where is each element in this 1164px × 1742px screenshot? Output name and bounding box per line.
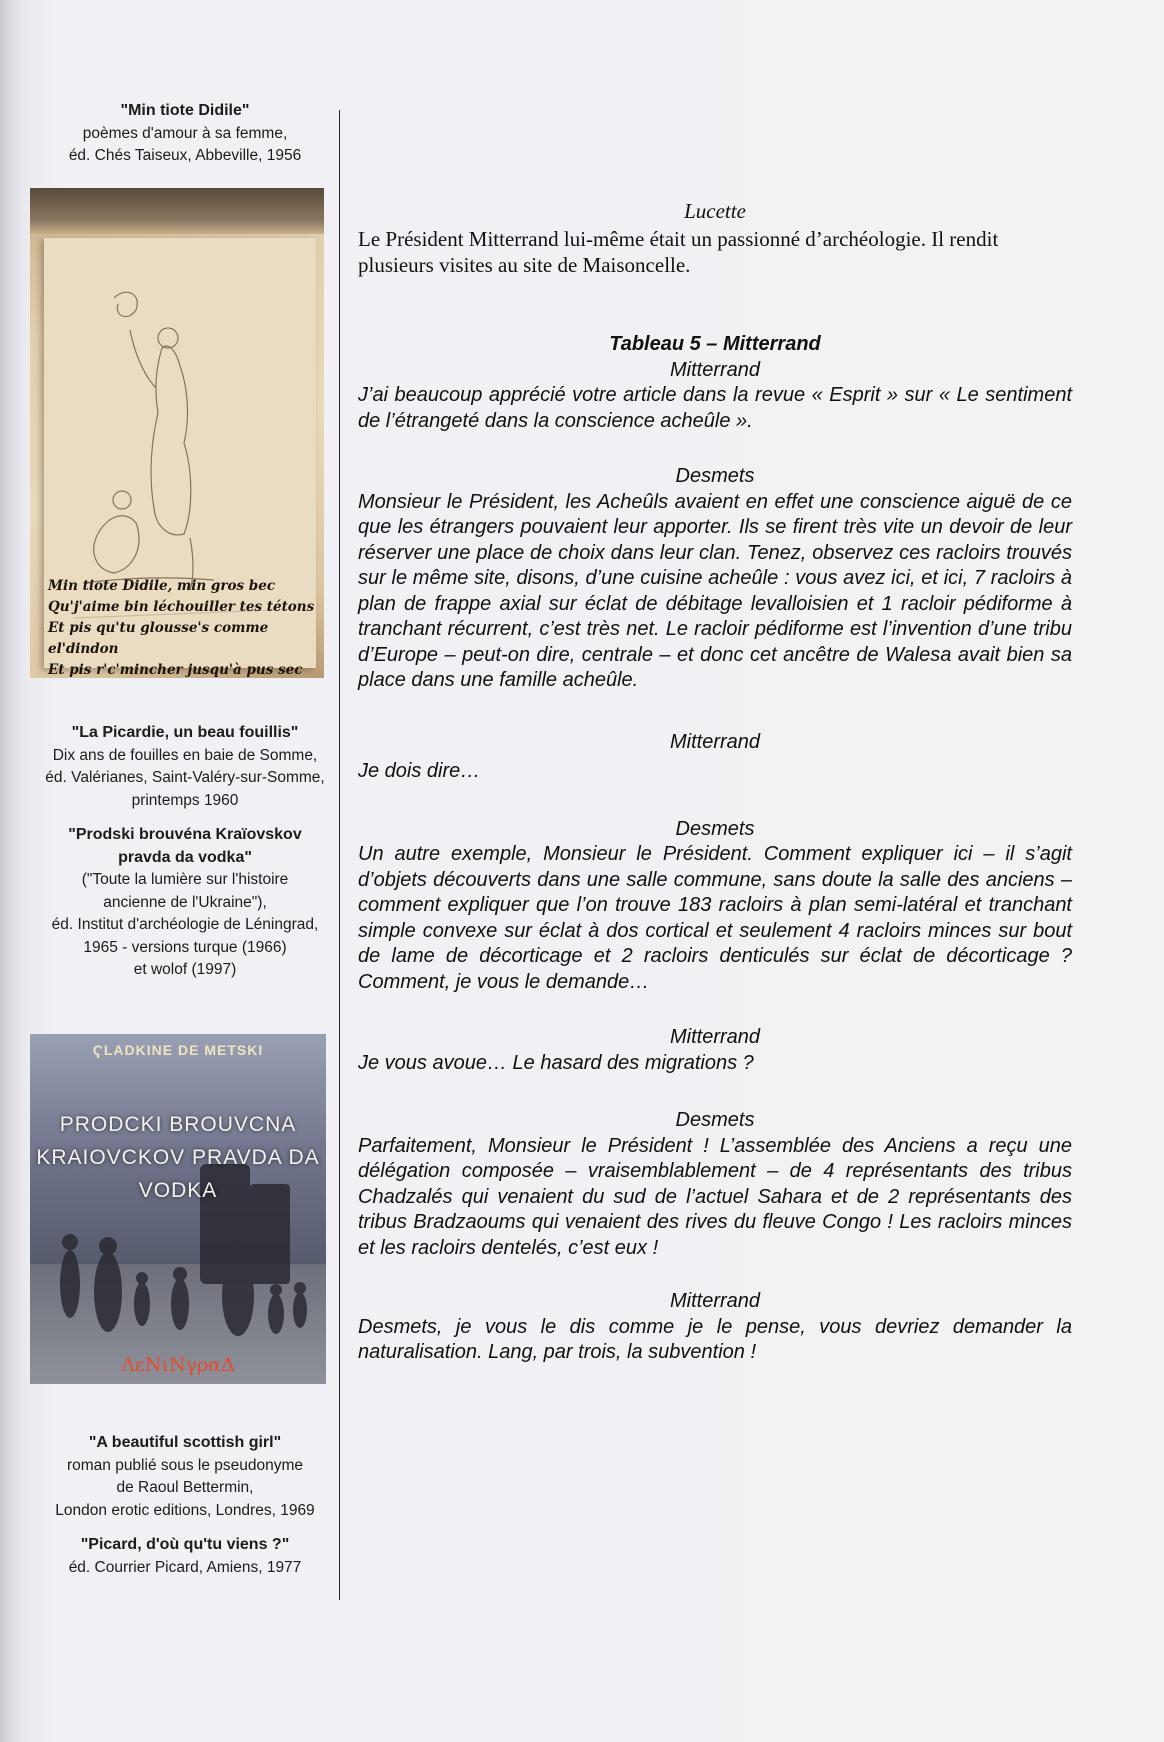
book-publisher: éd. Valérianes, Saint-Valéry-sur-Somme,	[45, 769, 325, 786]
speech-text: Je vous avoue… Le hasard des migrations ?	[358, 1051, 754, 1074]
book-date: et wolof (1997)	[133, 961, 237, 978]
poem-line: Min tiote Didile, min gros bec	[48, 578, 276, 594]
intro-speaker: Lucette	[684, 199, 746, 223]
book-description: Dix ans de fouilles en baie de Somme,	[52, 746, 318, 764]
book-caption-min-tiote-didile	[30, 100, 340, 168]
speech-text: Je dois dire…	[358, 760, 481, 782]
speaker-name: Mitterrand	[669, 1290, 761, 1312]
book-publisher: London erotic editions, Londres, 1969	[55, 1501, 315, 1519]
book-description: ancienne de l'Ukraine"),	[103, 893, 267, 911]
sidebar	[30, 100, 340, 168]
poem-line: Et pis qu'tu glousse's comme el'dindon	[48, 620, 269, 657]
poem-line: Qu'j'aime bin léchouiller tes tétons	[48, 599, 315, 615]
book-description: de Raoul Bettermin,	[116, 1479, 254, 1496]
intro-paragraph: Le Président Mitterrand lui-même était un passionné d’archéologie. Il rendit plusieurs visites au site de Maisoncelle.	[358, 227, 999, 277]
sidebar-middle	[30, 722, 340, 982]
cover-title	[30, 1108, 326, 1207]
leather-strap	[30, 188, 324, 234]
cover-city: ΛεΝιΝγραΔ	[121, 1354, 235, 1376]
speech-text: Monsieur le Président, les Acheûls avaient en effet une conscience aiguë de ce que les étrangers pouvaient leur apporter. Ils se firent très vite un devoir de leur réserver une place de choix dans leur clan. Tenez, observez ces racloirs trouvés sur le même site, disons, d’une cuisine acheûle : vous avez ici, et ici, 7 racloirs à plan de frappe axial sur éclat de débitage levalloisien et 1 racloir pédiforme à tranchant récurrent, c’est très net. Le racloir pédiforme est l’invention d’une tribu d’Europe – peut-on dire, centrale – et donc cet ancêtre de Walesa avait bien sa place dans une famille acheûle.	[358, 490, 1072, 691]
book-title-cont: pravda da vodka"	[118, 848, 252, 866]
book-title: "A beautiful scottish girl"	[88, 1434, 282, 1451]
cover-title-line: PRODCKI BROUVCNA	[59, 1113, 297, 1136]
book-title: "Min tiote Didile"	[120, 102, 250, 119]
speech-text: Un autre exemple, Monsieur le Président. Comment expliquer ici – il s’agit d’objets découverts dans une salle commune, sans doute la salle des anciens – comment expliquer que l’on trouve 183 racloirs à plan semi-latéral et tranchant simple convexe sur éclat à dos cortical et seulement 4 racloirs minces sur bout de lame de décorticage et 2 racloirs denticulés sur éclat de décorticage ? Comment, je vous le demande…	[358, 843, 1072, 993]
cover-author: ҀLADKINE DE METSKI	[92, 1042, 264, 1058]
sidebar-bottom	[30, 1432, 340, 1579]
column-divider	[339, 110, 340, 1600]
tableau-title: Tableau 5 – Mitterrand	[609, 333, 821, 355]
book-caption-la-picardie	[30, 722, 340, 812]
book-caption-prodski	[30, 824, 340, 982]
book-cover-photo	[30, 1034, 326, 1384]
speech-text: Desmets, je vous le dis comme je le pense, vous devriez demander la naturalisation. Lang, par trois, la subvention !	[358, 1315, 1072, 1363]
book-publisher: éd. Chés Taiseux, Abbeville, 1956	[68, 147, 302, 164]
book-title: "La Picardie, un beau fouillis"	[71, 724, 299, 741]
speaker-name: Desmets	[675, 1109, 755, 1131]
book-description: ("Toute la lumière sur l'histoire	[81, 871, 289, 888]
cover-title-line: KRAIOVCKOV PRAVDA DA	[36, 1146, 320, 1169]
book-date: 1965 - versions turque (1966)	[83, 938, 287, 956]
book-description: roman publié sous le pseudonyme	[66, 1456, 304, 1474]
book-title: "Picard, d'où qu'tu viens ?"	[80, 1536, 290, 1553]
handwritten-poem	[48, 576, 318, 678]
book-date: printemps 1960	[131, 791, 239, 809]
speech-text: J’ai beaucoup apprécié votre article dans la revue « Esprit » sur « Le sentiment de l’étrangeté dans la conscience acheûle ».	[358, 384, 1072, 432]
speaker-name: Mitterrand	[669, 358, 761, 381]
speaker-name: Desmets	[675, 465, 755, 487]
main-text	[358, 198, 1072, 1366]
speech-text: Parfaitement, Monsieur le Président ! L’assemblée des Anciens a reçu une délégation composée – vraisemblablement – de 4 représentants des tribus Chadzalés qui venaient du sud de l’actuel Sahara et de 2 représentants des tribus Bradzaoums qui venaient des rives du fleuve Congo ! Les racloirs minces et les racloirs dentelés, c’est eux !	[358, 1134, 1072, 1259]
dialogue	[358, 358, 1072, 1366]
street-scene	[30, 1034, 326, 1384]
book-publisher: éd. Institut d'archéologie de Léningrad,	[51, 916, 319, 933]
book-description: poèmes d'amour à sa femme,	[82, 124, 288, 142]
book-caption-picard	[30, 1534, 340, 1579]
book-title: "Prodski brouvéna Kraïovskov	[68, 826, 302, 843]
book-publisher: éd. Courrier Picard, Amiens, 1977	[68, 1558, 302, 1576]
speaker-name: Mitterrand	[669, 1026, 761, 1048]
book-caption-scottish-girl	[30, 1432, 340, 1522]
speaker-name: Desmets	[675, 817, 755, 840]
speaker-name: Mitterrand	[669, 730, 761, 753]
notebook-sketch-photo	[30, 188, 324, 678]
cover-title-line: VODKA	[138, 1179, 218, 1202]
poem-line: Et pis r'c'mincher jusqu'à pus sec	[48, 662, 303, 678]
